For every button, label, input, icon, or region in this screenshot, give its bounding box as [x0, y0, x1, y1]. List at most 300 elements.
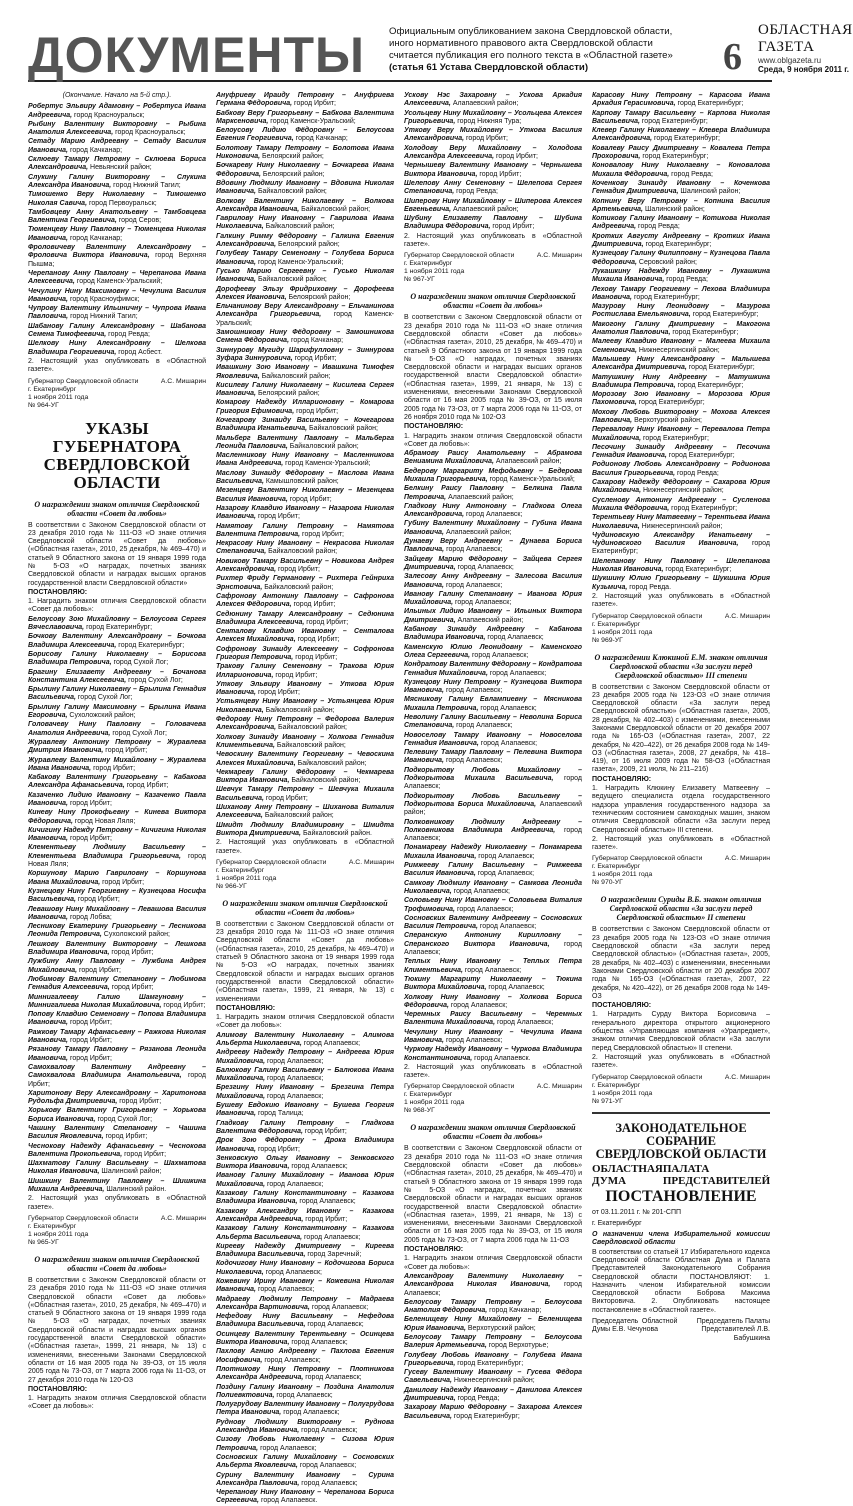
list-item — [216, 1472, 394, 1489]
awardee-place: Белоярский район; — [260, 153, 324, 161]
awardee-place: город Первоуральск; — [87, 199, 157, 207]
awardee-place: город Качканар; — [68, 146, 123, 154]
awardee-names: Белоусову Тамару Петровну – Белоусова Валерия Артемьевича, — [404, 1334, 582, 1350]
awardee-names: Самкову Людмилу Ивановну – Самкова Леонида Николаевича, — [404, 879, 582, 895]
list-item — [592, 514, 770, 531]
awardee-place: город Ирбит; — [464, 135, 508, 143]
awardee-place: город Алапаевск; — [485, 634, 544, 642]
awardee-place: город Нижний Тагил; — [111, 181, 181, 189]
sign-role: Губернатор Свердловской области — [592, 1073, 703, 1081]
sign-number: № 967-УГ — [404, 276, 435, 284]
list-item — [28, 1143, 206, 1160]
list-item — [404, 1316, 582, 1333]
list-item — [404, 127, 582, 144]
awardee-place: Алапаевский район; — [444, 528, 512, 536]
awardee-place: город Алапаевск; — [470, 651, 529, 659]
list-item — [28, 1046, 206, 1063]
resolve-label: ПОСТАНОВЛЯЮ: — [28, 588, 88, 596]
awardee-place: город Алапаевск; — [265, 1075, 324, 1083]
awardee-names: Матушкину Нину Андреевну – Матушкина Владимира Петровича, — [592, 373, 770, 389]
list-item — [592, 356, 770, 373]
awardee-place: город Сухой Лог; — [111, 659, 169, 667]
awardee-names: Иванову Галину Степановну – Иванова Юрия Михайловича, — [404, 590, 582, 607]
awardee-names: Холкову Зинаиду Ивановну – Холкова Геннадия Климентьевича, — [216, 733, 394, 749]
sign-name: А.С. Мишарин — [160, 1214, 206, 1222]
awardee-names: Казакову Галину Константиновну – Казакова Владимира Ивановича, — [216, 1190, 394, 1206]
sign-place: г. Екатеринбург — [216, 866, 265, 874]
awardee-place: город Ирбит; — [91, 764, 136, 772]
awardee-names: Клементьеву Людмилу Васильевну – Клементьева Владимира Григорьевича, — [28, 844, 206, 860]
clause: 1. Наградить знаком отличия Свердловской области «Совет да любовь»: — [216, 1014, 394, 1030]
list-item — [216, 417, 394, 434]
list-item — [404, 162, 582, 179]
decree-preamble: В соответствии с Законом Свердловской области от 23 декабря 2010 года № 111-ОЗ «О знаке отличия Свердловской области «Совет да любовь» («Областная газета», 2010, 25 декабря, № 469–470) и статьей 9 Областного закона от 19 января 1999 года № 5-ОЗ «О наградах, почетных званиях Свердловской области и наградах высших органов государственной власти Свердловской области» — [28, 521, 206, 587]
awardee-place: город Сухой Лог; — [126, 676, 183, 684]
awardee-names: Сперанскую Антонину Кирилловну – Сперанского Виктора Ивановича, — [404, 932, 582, 948]
list-item — [592, 321, 770, 338]
list-item — [28, 103, 206, 120]
sign-number: № 966-УГ — [216, 882, 247, 890]
decree-preamble: В соответствии с Законом Свердловской области от 23 декабря 2010 года № 111-ОЗ «О знаке отличия Свердловской области «Совет да любовь» («Областная газета», 2010, 25 декабря, № 469–470) и статьей 9 Областного закона от 19 января 1999 года № 5-ОЗ «О наградах, почетных званиях Свердловской области и наградах высших органов государственной власти Свердловской области» («Областная газета», 1999, 21 января, № 13) с изменениями, внесенными Законами Свердловской области от 16 мая 2005 года № 39-ОЗ, от 15 июля 2005 года № 73-ОЗ, от 7 марта 2006 года № 11-ОЗ, от 26 ноября 2010 года № 102-ОЗ — [404, 314, 582, 421]
list-item — [404, 994, 582, 1011]
awardee-names: Шахматову Галину Васильевну – Шахматова Николая Ивановича, — [28, 1160, 206, 1176]
list-item — [404, 1369, 582, 1386]
awardee-names: Рихтер Фриду Германовну – Рихтера Гейнриха Эрнстовича, — [216, 575, 394, 591]
awardee-names: Дорофееву Эльзу Фридриховну – Дорофеева Алексея Ивановича, — [216, 285, 394, 301]
awardee-names: Сосновских Галину Михайловну – Сосновских Альберта Яковлевича, — [216, 1453, 394, 1470]
decree-preamble: В соответствии с Законом Свердловской области от 23 декабря 2010 года № 111-ОЗ «О знаке отличия Свердловской области «Совет да любовь» («Областная газета», 2010, 25 декабря, № 469–470) и статьей 9 Областного закона от 19 января 1999 года № 5-ОЗ «О наградах, почетных званиях Свердловской области и наградах высших органов государственной власти Свердловской области» («Областная газета», 1999, 21 января, № 13) с изменениями, внесенными Законами Свердловской области от 16 мая 2005 года № 39-ОЗ, от 15 июля 2005 года № 73-ОЗ, от 7 марта 2006 года № 11-ОЗ, от 27 декабря 2010 года № 120-ОЗ — [28, 1276, 206, 1384]
awardee-place: город Алапаевск; — [299, 1479, 358, 1487]
list-item — [592, 532, 770, 557]
awardee-place: Байкаловский район; — [262, 583, 334, 591]
awardee-names: Терентьеву Нину Матвеевну – Терентьева Ивана Николаевича, — [592, 514, 770, 530]
awardee-place: Байкаловский район; — [263, 223, 335, 231]
awardee-names: Фроловичеву Валентину Александровну – Фроловича Виктора Ивановича, — [28, 244, 206, 260]
awardee-names: Лукашкину Надежду Ивановну – Лукашкина Михаила Ивановича, — [592, 267, 770, 284]
award-list — [404, 92, 582, 232]
list-item — [28, 870, 206, 887]
awardee-names: Бочкареву Нину Николаевну – Бочкарева Ивана Фёдоровича, — [216, 162, 394, 178]
awardee-place: город Алапаевск; — [289, 1163, 348, 1171]
awardee-place: город Алапаевск; — [404, 826, 582, 843]
list-item — [28, 923, 206, 940]
list-item — [592, 409, 770, 426]
awardee-names: Теплых Нину Ивановну – Теплых Петра Климентьевича, — [404, 958, 582, 974]
list-item — [216, 1401, 394, 1418]
awardee-place: город Сухой Лог; — [95, 1115, 153, 1123]
list-item — [404, 732, 582, 749]
list-item — [28, 1064, 206, 1089]
awardee-place: Невьянский район; — [88, 164, 152, 172]
awardee-place: город Качканар; — [289, 337, 344, 345]
signature-line — [592, 1074, 770, 1082]
awardee-place: город Екатеринбург; — [675, 381, 744, 389]
awardee-names: Шубину Елизавету Павловну – Шубина Владимира Фёдоровича, — [404, 215, 582, 231]
list-item — [216, 382, 394, 399]
list-item — [592, 391, 770, 408]
list-item — [216, 487, 394, 504]
sign-name: А.С. Мишарин — [536, 1083, 582, 1091]
awardee-place: Байкаловский район; — [295, 759, 367, 767]
list-item — [28, 704, 206, 721]
decree-title: О награждении знаком отличия Свердловской области «Совет да любовь» — [34, 499, 200, 518]
awardee-place: город Алапаевск; — [478, 739, 538, 747]
awardee-names: Маслову Зинаиду Фёдоровну – Маслова Ивана Васильевича, — [216, 469, 394, 486]
awardee-place: Нижнесергинский район; — [639, 522, 723, 530]
chamber-names — [592, 1163, 770, 1187]
list-item — [404, 844, 582, 861]
awardee-names: Сизову Любовь Николаевну – Сизова Юрия Петровича, — [216, 1436, 394, 1452]
awardee-place: город Ирбит; — [117, 1098, 162, 1106]
list-item — [592, 444, 770, 461]
list-item — [216, 1208, 394, 1225]
awardee-place: город Ирбит; — [293, 654, 338, 661]
signature-block — [404, 1083, 582, 1115]
awardee-names: Седюнину Тамару Александровну – Седюнина Владимира Алексеевича, — [216, 610, 394, 626]
awardee-names: Новоселову Тамару Ивановну – Новоселова Геннадия Ивановича, — [404, 731, 582, 747]
awardee-names: Шиперову Нину Михайловну – Шиперова Алексея Евгеньевича, — [404, 197, 582, 213]
awardee-names: Гусеву Валентину Ивановну – Гусева Фёдора Савельевича, — [404, 1369, 582, 1385]
sign-place: г. Екатеринбург — [404, 1091, 453, 1099]
awardee-names: Малееву Клавдию Ивановну – Малеева Михаила Семеновича, — [592, 338, 770, 354]
intro-plain: Официальным опубликованием закона Свердловской области, иного нормативного правового акта Свердловской области считается публикация его полного текста в «Областной газете» — [388, 26, 673, 61]
awardee-names: Перевалову Нину Ивановну – Перевалова Петра Михайловича, — [592, 426, 770, 442]
awardee-place: город Алапаевск; — [448, 1001, 508, 1009]
signature-right: Председатель Палаты Представителей Л.В. Бабушкина — [696, 1318, 770, 1342]
awardee-names: Гладкову Галину Петровну – Гладкова Валентина Фёдоровича, — [216, 1119, 394, 1135]
list-item — [216, 1137, 394, 1154]
awardee-place: город Алапаевск; — [262, 1356, 321, 1364]
awardee-place: город Екатеринбург; — [84, 624, 153, 632]
awardee-place: город Ирбит; — [302, 1127, 347, 1135]
list-item — [216, 180, 394, 197]
awardee-names: Тюкину Маргариту Николаевну – Тюкина Виктора Михайловича, — [404, 975, 582, 992]
awardee-names: Балюкову Галину Васильевну – Балюкова Ивана Михайловича, — [216, 1066, 394, 1083]
list-item — [216, 1296, 394, 1313]
list-item — [28, 906, 206, 923]
list-item — [404, 696, 582, 713]
awardee-names: Рыбину Валентину Викторовну – Рыбина Анатолия Алексеевича, — [28, 120, 206, 137]
awardee-place: город Красноуфимск; — [68, 295, 140, 303]
list-item — [216, 268, 394, 285]
signature-block — [592, 1074, 770, 1106]
awardee-names: Котикову Галину Ивановну – Котикова Николая Андреевича, — [592, 215, 770, 231]
list-item — [216, 1436, 394, 1453]
awardee-names: Неволину Галину Васильевну – Неволина Бориса Степановича, — [404, 714, 582, 730]
list-item — [592, 268, 770, 285]
list-item — [592, 162, 770, 179]
sign-number: № 965-УГ — [28, 1238, 59, 1246]
decree-title: О награждении знаком отличия Свердловской области «Совет да любовь» — [410, 292, 576, 311]
awardee-place: город Екатеринбург; — [669, 504, 738, 512]
awardee-names: Шиханову Анну Петровну – Шиханова Виталия Алексеевича, — [216, 804, 394, 820]
section-title: ДОКУМЕНТЫ — [28, 27, 365, 83]
list-item — [216, 145, 394, 162]
awardee-place: город Ирбит; — [68, 1037, 112, 1045]
awardee-names: Мальберг Валентину Павловну – Мальберга Леонида Павловича, — [216, 434, 394, 450]
awardee-place: город Ирбит; — [292, 100, 337, 108]
awardee-place: город Ирбит; — [28, 1072, 206, 1088]
awardee-place: город Алапаевск; — [289, 1339, 348, 1347]
awardee-place: город Алапаевск; — [476, 852, 535, 860]
resolution-text: В соответствии со статьей 17 Избирательного кодекса Свердловской области Областная Дума и Палата Представителей Законодательного Собрания Свердловской области ПОСТАНОВЛЯЮТ: 1. Назначить членом Избирательной комиссии Свердловской области Боброва Максима Викторовича. 2. Опубликовать настоящее постановление в «Областной газете». — [592, 1248, 770, 1314]
list-item — [216, 1278, 394, 1295]
awardee-place: город Алапаевск; — [495, 1019, 554, 1027]
brand-url[interactable]: www.oblgazeta.ru — [757, 56, 822, 65]
awardee-names: Шелкову Нину Александровну – Шелкова Владимира Георгиевича, — [28, 340, 206, 356]
awardee-place: город Ревда; — [106, 331, 150, 339]
awardee-place: город Екатеринбург; — [455, 1359, 524, 1367]
clause: 1. Наградить знаком отличия Свердловской области «Совет да любовь»: — [404, 1255, 582, 1271]
list-item — [216, 1102, 394, 1119]
awardee-names: Масленникову Нину Ивановну – Масленникова Ивана Андреевича, — [216, 452, 394, 468]
list-item — [216, 198, 394, 215]
awardee-names: Копнину Веру Петровну – Копнина Василия Артемьевича, — [592, 197, 770, 213]
awardee-place: город Каменск-Уральский; — [74, 278, 163, 286]
awardee-place: город Алапаевск; — [297, 1198, 356, 1206]
sign-date: 1 ноября 2011 года — [28, 1230, 89, 1238]
clause: 2. Настоящий указ опубликовать в «Областной газете». — [28, 1195, 206, 1211]
awardee-place: город Нижняя Тура; — [455, 117, 522, 125]
list-item — [28, 809, 206, 826]
list-item — [404, 661, 582, 678]
list-item — [28, 739, 206, 756]
awardee-names: Лешкову Валентину Викторовну – Лешкова Владимира Ивановича, — [28, 940, 206, 957]
brand-block — [758, 22, 853, 74]
list-item — [404, 180, 582, 197]
awardee-place: город Екатеринбург; — [675, 100, 744, 108]
awardee-names: Алимову Валентину Николаевну – Алимова Альберта Николаевича, — [216, 1031, 394, 1047]
awardee-names: Сосновских Валентину Андреевну – Сосновских Василия Петровича, — [404, 914, 582, 931]
awardee-names: Устьянцеву Нину Ивановну – Устьянцева Юрия Николаевича, — [216, 698, 394, 714]
awardee-names: Мазурову Нину Леонидовну – Мазурова Ростислава Емельяновича, — [592, 303, 770, 319]
award-list — [404, 1273, 582, 1421]
signature-line — [28, 378, 206, 386]
awardee-names: Черепанову Нину Ивановну – Черепанова Бориса Сергеевича, — [216, 1489, 394, 1505]
awardee-place: город Ирбит; — [68, 800, 112, 807]
list-item — [216, 1260, 394, 1277]
awardee-names: Соловьеву Нину Ивановну – Соловьева Виталия Трофимовича, — [404, 897, 582, 913]
list-item — [592, 497, 770, 514]
list-item — [592, 558, 770, 575]
awardee-place: город Ирбит; — [256, 689, 300, 697]
awardee-names: Захарову Марию Фёдоровну – Захарова Алексея Васильевича, — [404, 1404, 582, 1420]
list-item — [404, 793, 582, 818]
sign-date: 1 ноября 2011 года — [592, 871, 653, 879]
awardee-names: Бабкову Веру Григорьевну – Бабкова Валентина Марксеновича, — [216, 109, 394, 125]
awardee-names: Александрову Валентину Николаевну – Александрова Николая Ивановича, — [404, 1272, 582, 1289]
awardee-place: Алапаевский район; — [450, 100, 519, 108]
awardee-names: Понамареву Надежду Николаевну – Понамарева Михаила Ивановича, — [404, 844, 582, 860]
awardee-names: Родионову Любовь Александровну – Родионова Василия Григорьевича, — [592, 461, 770, 477]
awardee-names: Подкорытову Любовь Васильевну – Подкорытова Бориса Михайловича, — [404, 792, 582, 808]
awardee-names: Сафронову Антонину Павловну – Сафронова Алексея Фёдоровича, — [216, 592, 394, 609]
column-4 — [592, 92, 771, 1342]
sign-number: № 964-УГ — [28, 401, 59, 409]
document-kind: ПОСТАНОВЛЕНИЕ — [605, 1187, 757, 1205]
resolution-subject: О назначении члена Избирательной комиссии Свердловской области — [592, 1231, 770, 1247]
list-item — [216, 1489, 394, 1506]
list-item — [28, 323, 206, 340]
awardee-names: Рязанову Тамару Павловну – Рязанова Леонида Ивановича, — [28, 1046, 206, 1062]
list-item — [216, 1190, 394, 1207]
list-item — [404, 1334, 582, 1351]
awardee-place: город Алапаевск; — [305, 1321, 364, 1329]
awardee-place: город Сухой Лог; — [75, 694, 133, 702]
awardee-place: город Екатеринбург; — [632, 293, 700, 301]
list-item — [216, 540, 394, 557]
list-item — [216, 329, 394, 346]
list-item — [404, 819, 582, 844]
awardee-names: Кротких Августу Андреевну – Кротких Ивана Дмитриевича, — [592, 232, 770, 249]
awardee-names: Чудиновскую Александру Игнатьевну – Чудиновского Василия Ивановича, — [592, 531, 770, 548]
awardee-names: Карасову Нину Петровну – Карасова Ивана Аркадия Герасимовича, — [592, 92, 770, 108]
list-item — [28, 958, 206, 975]
awardee-names: Шевчук Тамару Петровну – Шевчука Михаила Васильевича, — [216, 786, 394, 802]
awardee-names: Карпову Тамару Васильевну – Карпова Николая Васильевича, — [592, 109, 770, 125]
list-item — [216, 1419, 394, 1436]
awardee-place: Верхотурский район; — [465, 1324, 536, 1332]
awardee-names: Киневу Нину Прокофьевну – Кинева Виктора Фёдоровича, — [28, 809, 206, 825]
awardee-names: Кузнецову Нину Георгиевну – Кузнецова Носифа Васильевича, — [28, 887, 206, 904]
awardee-names: Волкову Валентину Николаевну – Волкова Александра Ивановича, — [216, 197, 394, 213]
awardee-place: город Красноуральск; — [72, 111, 145, 119]
awardee-place: город Екатеринбург; — [116, 641, 185, 649]
list-item — [216, 250, 394, 267]
list-item — [216, 470, 394, 487]
awardee-place: Нижнесергинский район; — [636, 346, 720, 354]
awardee-names: Подкорытову Любовь Михайловну – Подкорытова Михаила Васильевича, — [404, 766, 582, 783]
awardee-names: Дрок Зою Фёдоровну – Дрока Владимира Ивановича, — [216, 1137, 394, 1153]
decree-title: О награждении знаком отличия Свердловской области «Совет да любовь» — [410, 1123, 576, 1142]
awardee-names: Журавлеву Валентину Михайловну – Журавлева Ивана Ивановича, — [28, 756, 206, 772]
awardee-names: Пелевину Тамару Павловну – Пелевина Виктора Ивановича, — [404, 749, 582, 765]
awardee-place: Нижнесергинский район; — [641, 487, 724, 495]
awardee-names: Брылину Галину Максимовну – Брылина Ивана Егоровича, — [28, 703, 206, 720]
awardee-names: Дунаеву Веру Андреевну – Дунаева Бориса Павловича, — [404, 538, 582, 554]
list-item — [592, 303, 770, 320]
resolve-label: ПОСТАНОВЛЯЮ: — [592, 1002, 652, 1010]
list-item — [216, 663, 394, 680]
awardee-names: Гусько Марию Сергеевну – Гусько Николая Ивановича, — [216, 267, 394, 284]
awardee-names: Кочегарову Зинаиду Васильевну – Кочегарова Владимира Игнатьевича, — [216, 416, 394, 433]
awardee-place: город Ирбит; — [68, 835, 112, 843]
awardee-place: город Нижний Тагил; — [68, 313, 138, 321]
awardee-place: город Ирбит; — [77, 966, 121, 974]
awardee-names: Мезенцеву Валентину Николаевну – Мезенцева Василия Ивановича, — [216, 487, 394, 503]
section-heading: УКАЗЫ ГУБЕРНАТОРА СВЕРДЛОВСКОЙ ОБЛАСТИ — [43, 418, 191, 492]
awardee-names: Зиннурову Мугиду Шарифулловну – Зиннурова Зуфара Зиннуровича, — [216, 346, 394, 362]
sign-place: г. Екатеринбург — [404, 260, 453, 268]
divider — [592, 1112, 770, 1114]
awardee-names: Коршунову Марию Гавриловну – Коршунова Ивана Михайловича, — [28, 870, 206, 886]
awardee-place: город Каменск-Уральский; — [283, 460, 371, 468]
intro-text — [389, 26, 689, 74]
sign-name: А.С. Мишарин — [724, 612, 770, 620]
list-item — [404, 485, 582, 502]
list-item — [216, 364, 394, 381]
awardee-names: Попову Клавдию Семеновну – Попова Владимира Ивановича, — [28, 1011, 206, 1027]
awardee-names: Комарову Надежду Илларионовну – Комарова Григория Ефимовича, — [216, 399, 394, 415]
list-item — [216, 127, 394, 144]
awardee-place: Верхотурский район; — [632, 416, 702, 424]
awardee-place: город Ирбит; — [103, 1133, 148, 1141]
awardee-names: Кичигину Надежду Петровну – Кичигина Николая Ивановича, — [28, 826, 206, 843]
awardee-names: Назарову Клавдию Ивановну – Назарова Николая Ивановича, — [216, 504, 394, 521]
list-item — [28, 721, 206, 738]
list-item — [592, 250, 770, 267]
awardee-names: Тимошенко Веру Николаевну – Тимошенко Николая Савича, — [28, 191, 206, 207]
awardee-names: Морозову Зою Ивановну – Морозова Юрия Пахомовича, — [592, 391, 770, 407]
sign-role: Губернатор Свердловской области — [592, 855, 703, 863]
awardee-place: город Ирбит; — [303, 1215, 348, 1223]
awardee-place: город Ирбит; — [122, 1150, 167, 1158]
sign-number: № 971-УГ — [592, 1097, 623, 1105]
awardee-names: Ражкову Тамару Афанасьевну – Ражкова Николая Ивановича, — [28, 1028, 206, 1045]
awardee-place: город Алапаевск; — [444, 581, 503, 589]
awardee-place: город Алапаевск; — [265, 1180, 324, 1188]
awardee-place: город Алапаевск; — [265, 1092, 324, 1100]
awardee-names: Малышеву Нину Александровну – Малышева Александра Дмитриевича, — [592, 355, 770, 372]
list-item — [404, 450, 582, 467]
resolution-signatures — [592, 1318, 770, 1343]
sign-date: 1 ноября 2011 года — [404, 1099, 465, 1107]
awardee-place: город Екатеринбург; — [652, 135, 720, 143]
decree-title: О награждении знаком отличия Свердловской области «Совет да любовь» — [222, 898, 388, 917]
awardee-names: Склюеву Тамару Петровну – Склюева Бориса Александровича, — [28, 156, 206, 172]
clause: 2. Настоящий указ опубликовать в «Областной газете». — [592, 592, 770, 609]
list-item — [404, 556, 582, 573]
awardee-place: город Лобва; — [68, 913, 112, 921]
list-item — [28, 1029, 206, 1046]
awardee-names: Уткову Веру Михайловну – Уткова Василия Александровича, — [404, 127, 582, 143]
sign-name: А.С. Мишарин — [160, 377, 206, 385]
awardee-names: Шелепанову Нину Павловну – Шелепанова Николая Ивановича, — [592, 557, 770, 574]
awardee-place: город Алапаевск; — [274, 1391, 333, 1399]
sign-role: Губернатор Свердловской области — [404, 1083, 515, 1091]
awardee-place: город Алапаевск; — [444, 757, 503, 765]
awardee-place: город Алапаевск; — [453, 599, 512, 607]
list-item — [216, 734, 394, 751]
list-item — [592, 461, 770, 478]
brand-name: ОБЛАСТНАЯ ГАЗЕТА — [757, 22, 853, 55]
awardee-names: Сахарову Надежду Фёдоровну – Сахарова Юрия Михайловича, — [592, 479, 770, 495]
awardee-names: Гаврилову Нину Ивановну – Гаврилова Ивана Николаевича, — [216, 215, 394, 231]
awardee-names: Кодочигову Нину Ивановну – Кодочигова Бориса Николаевича, — [216, 1260, 394, 1276]
awardee-names: Самохвалову Валентину Андреевну – Самохвалова Владимира Анатольевича, — [28, 1063, 206, 1080]
list-item — [592, 338, 770, 355]
awardee-names: Харитонову Веру Александровну – Харитонова Рудольфа Дмитриевича, — [28, 1089, 206, 1106]
list-item — [216, 716, 394, 733]
awardee-place: Байкаловский район; — [256, 276, 327, 284]
awardee-place: город Качканар; — [487, 1307, 542, 1315]
awardee-names: Коченкову Зинаиду Ивановну – Коченкова Геннадия Дмитриевича, — [592, 179, 770, 196]
list-item — [216, 162, 394, 179]
awardee-names: Ильиных Лидию Ивановну – Ильиных Виктора Дмитриевича, — [404, 608, 582, 624]
awardee-names: Журавлеву Антонину Петровну – Журавлева Дмитрия Ивановича, — [28, 738, 206, 755]
awardee-names: Черемных Раису Васильевну – Черемных Валентина Михайловича, — [404, 1011, 582, 1027]
signature-line — [28, 1215, 206, 1223]
awardee-place: город Серов; — [116, 217, 162, 225]
awardee-place: Байкаловский район; — [307, 425, 378, 433]
decree-preamble: В соответствии с Законом Свердловской области от 23 декабря 2005 года № 123-ОЗ «О знаке отличия Свердловской области «За заслуги перед Свердловской областью» («Областная газета», 2005, 28 декабря, № 402–403) с изменениями, внесенными Законами Свердловской области от 20 декабря 2007 года № 165-ОЗ («Областная газета», 2007, 22 декабря, № 420–422), от 26 декабря 2008 года № 149-ОЗ («Областная газета», 2008, 27 декабря, № 418–419), от 16 июля 2009 года № 58-ОЗ («Областная газета», 2009, 21 июля, № 211–216) — [592, 683, 770, 774]
clause: 2. Настоящий указ опубликовать в «Областной газете». — [404, 1063, 582, 1080]
clause: 2. Настоящий указ опубликовать в «Областной газете». — [592, 1053, 770, 1070]
awardee-place: город Ирбит; — [68, 1054, 112, 1062]
clause: 1. Наградить знаком отличия Свердловской области «Совет да любовь»: — [404, 432, 582, 448]
awardee-names: Усольцеву Нину Михайловну – Усольцева Алексея Григорьевича, — [404, 109, 582, 125]
awardee-place: город Екатеринбург; — [640, 153, 709, 161]
